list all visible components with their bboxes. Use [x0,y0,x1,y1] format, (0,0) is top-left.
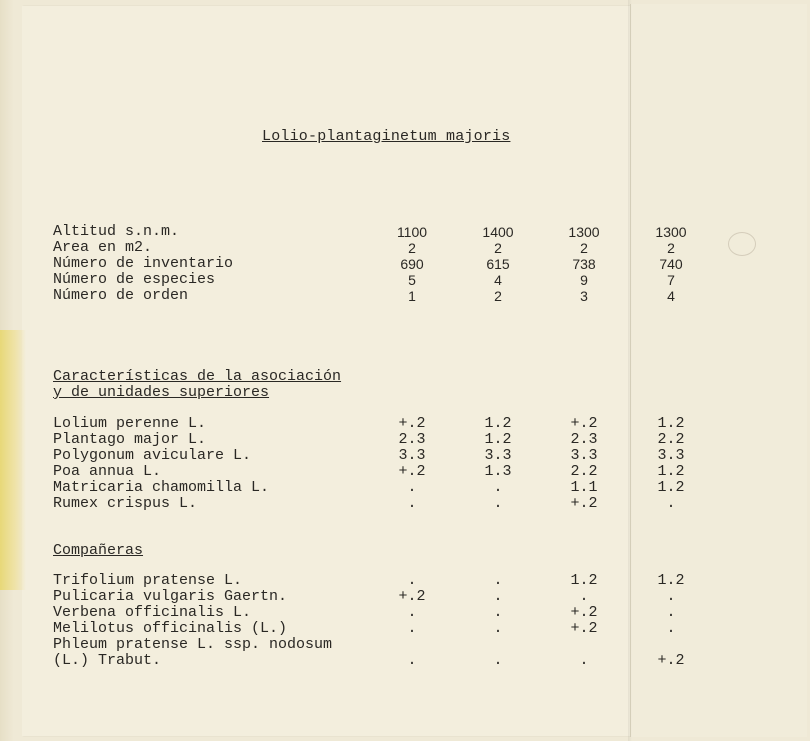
cover-value: +.2 [398,415,426,432]
cover-value: . [407,479,417,496]
species-name: Melilotus officinalis (L.) [53,620,288,637]
cover-value: +.2 [398,588,426,605]
cover-value: +.2 [570,604,598,621]
cover-value: +.2 [398,463,426,480]
cover-value: . [579,588,589,605]
header-row-area [53,240,753,256]
cover-value: . [407,620,417,637]
value-cell: 1300 [655,224,687,240]
value-cell: 2 [408,240,416,256]
cover-value: . [666,495,676,512]
species-row [53,496,753,512]
species-row [53,589,753,605]
cover-value: +.2 [570,415,598,432]
species-name: Polygonum aviculare L. [53,447,252,464]
value-cell: 1 [408,288,416,304]
cover-value: 3.3 [570,447,598,464]
cover-value: . [407,572,417,589]
value-cell: 690 [400,256,424,272]
species-row [53,621,753,637]
species-name: Pulicaria vulgaris Gaertn. [53,588,288,605]
species-name: Poa annua L. [53,463,162,480]
row-label: Número de orden [53,287,189,304]
cover-value: 1.2 [657,463,685,480]
species-name: (L.) Trabut. [53,652,162,669]
value-cell: 4 [494,272,502,288]
value-cell: 2 [494,240,502,256]
species-name: Plantago major L. [53,431,207,448]
species-row [53,464,753,480]
cover-value: +.2 [570,620,598,637]
value-cell: 1400 [482,224,514,240]
cover-value: 3.3 [657,447,685,464]
value-cell: 1100 [396,224,428,240]
row-label: Número de especies [53,271,216,288]
row-label: Altitud s.n.m. [53,223,180,240]
species-row [53,573,753,589]
cover-value: 1.2 [484,431,512,448]
cover-value: . [407,495,417,512]
value-cell: 2 [580,240,588,256]
species-name: Lolium perenne L. [53,415,207,432]
value-cell: 740 [659,256,683,272]
species-name: Rumex crispus L. [53,495,198,512]
species-row [53,416,753,432]
cover-value: 2.3 [570,431,598,448]
species-name: Matricaria chamomilla L. [53,479,270,496]
species-row [53,480,753,496]
cover-value: . [493,495,503,512]
cover-value: . [666,588,676,605]
cover-value: 1.2 [657,572,685,589]
cover-value: 3.3 [398,447,426,464]
value-cell: 738 [572,256,596,272]
value-cell: 7 [667,272,675,288]
cover-value: 1.2 [657,479,685,496]
species-name: Trifolium pratense L. [53,572,243,589]
section-title-companions: Compañeras [53,542,144,559]
cover-value: . [493,604,503,621]
cover-value: . [407,604,417,621]
header-row-altitud [53,224,753,240]
cover-value: 2.3 [398,431,426,448]
cover-value: 2.2 [570,463,598,480]
cover-value: . [493,620,503,637]
cover-value: 3.3 [484,447,512,464]
header-row-inventario [53,256,753,272]
species-row [53,448,753,464]
value-cell: 4 [667,288,675,304]
species-name: Verbena officinalis L. [53,604,252,621]
cover-value: 1.3 [484,463,512,480]
cover-value: 2.2 [657,431,685,448]
cover-value: . [493,572,503,589]
cover-value: 1.2 [570,572,598,589]
section-title-characteristic: Características de la asociación [53,368,342,385]
value-cell: 3 [580,288,588,304]
species-row [53,605,753,621]
value-cell: 2 [667,240,675,256]
value-cell: 615 [486,256,510,272]
cover-value: . [493,479,503,496]
row-label: Area en m2. [53,239,153,256]
cover-value: 1.1 [570,479,598,496]
cover-value: . [493,588,503,605]
species-row [53,637,753,653]
cover-value: . [493,652,503,669]
species-row [53,653,753,669]
cover-value: 1.2 [484,415,512,432]
document-title: Lolio-plantaginetum majoris [262,128,511,145]
cover-value: +.2 [657,652,685,669]
cover-value: . [579,652,589,669]
cover-value: +.2 [570,495,598,512]
value-cell: 2 [494,288,502,304]
cover-value: 1.2 [657,415,685,432]
species-row [53,432,753,448]
section-title-characteristic-line2: y de unidades superiores [53,384,270,401]
header-row-orden [53,288,753,304]
paper-stain [0,330,26,590]
value-cell: 1300 [568,224,600,240]
cover-value: . [407,652,417,669]
value-cell: 5 [408,272,416,288]
cover-value: . [666,604,676,621]
header-row-especies [53,272,753,288]
value-cell: 9 [580,272,588,288]
cover-value: . [666,620,676,637]
species-name: Phleum pratense L. ssp. nodosum [53,636,333,653]
row-label: Número de inventario [53,255,234,272]
